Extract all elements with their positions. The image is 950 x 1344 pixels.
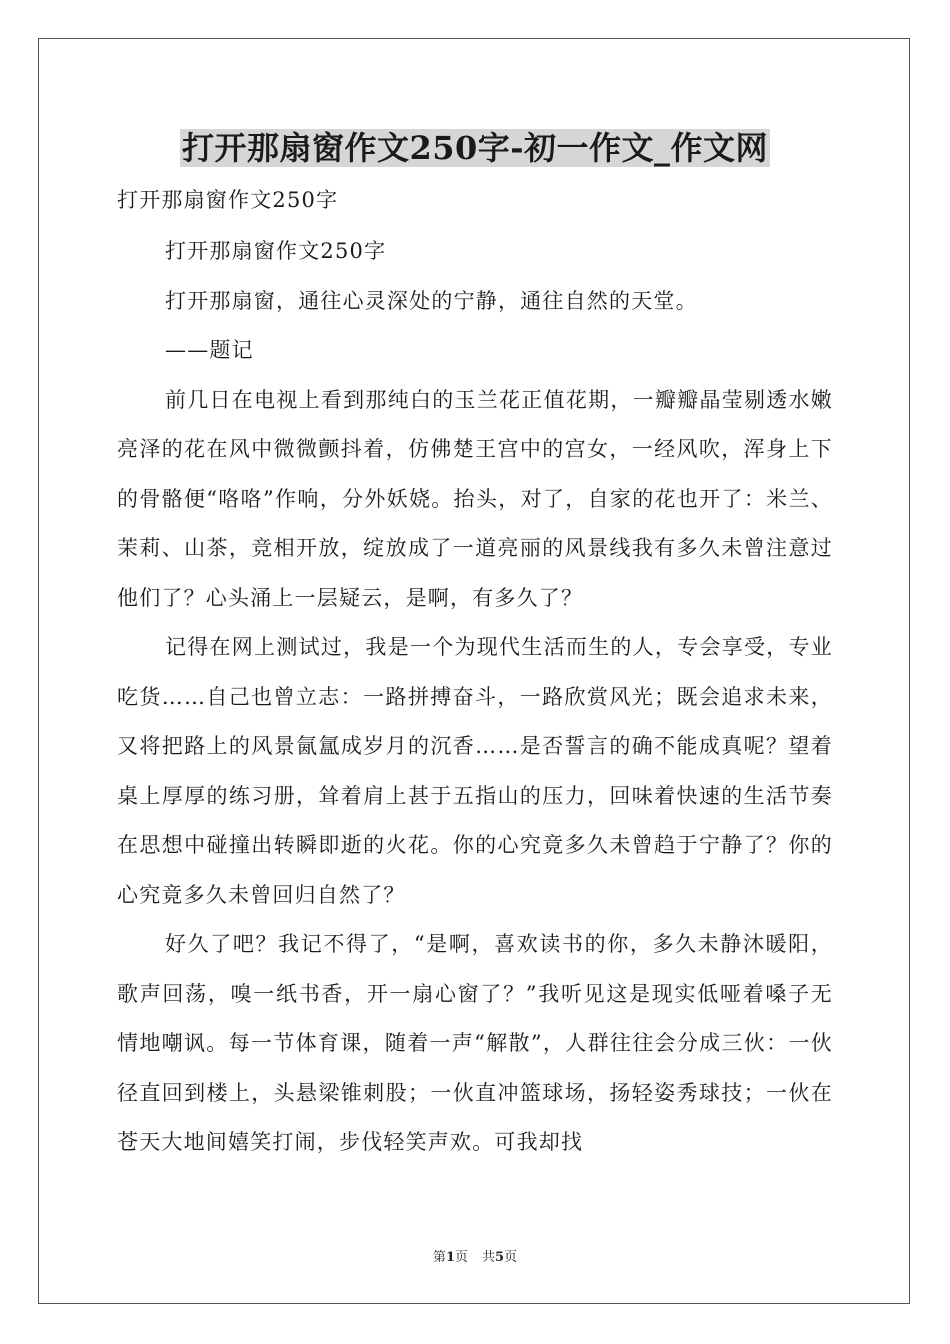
- total-prefix: 共: [482, 1250, 496, 1265]
- page-prefix: 第: [432, 1250, 446, 1265]
- page-footer: [0, 1246, 950, 1265]
- page-suffix: 页: [454, 1250, 468, 1265]
- paragraph-epigraph-attribution: ——题记: [165, 338, 254, 362]
- document-body: [117, 177, 833, 1168]
- document-title: 打开那扇窗作文250字-初一作文_作文网: [181, 129, 769, 167]
- page-total: 5: [495, 1250, 505, 1265]
- paragraph: 前几日在电视上看到那纯白的玉兰花正值花期，一瓣瓣晶莹剔透水嫩亮泽的花在风中微微颤抖着，仿佛楚王宫中的宫女，一经风吹，浑身上下的骨骼便“咯咯”作响，分外妖娆。抬头，对了，自家的花也开了：米兰、茉莉、山茶，竞相开放，绽放成了一道亮丽的风景线我有多久未曾注意过他们了？心头涌上一层疑云，是啊，有多久了？: [117, 387, 833, 610]
- paragraph: 好久了吧？我记不得了，“是啊，喜欢读书的你，多久未静沐暖阳，歌声回荡，嗅一纸书香，开一扇心窗了？”我听见这是现实低哑着嗓子无情地嘲讽。每一节体育课，随着一声“解散”，人群往往会分成三伙：一伙径直回到楼上，头悬梁锥刺股；一伙直冲篮球场，扬轻姿秀球技；一伙在苍天大地间嬉笑打闹，步伐轻笑声欢。可我却找: [117, 932, 833, 1154]
- paragraph: 记得在网上测试过，我是一个为现代生活而生的人，专会享受，专业吃货……自己也曾立志：一路拼搏奋斗，一路欣赏风光；既会追求未来，又将把路上的风景氤氲成岁月的沉香……是否誓言的确不能成真呢？望着桌上厚厚的练习册，耸着肩上甚于五指山的压力，回味着快速的生活节奏在思想中碰撞出转瞬即逝的火花。你的心究竟多久未曾趋于宁静了？你的心究竟多久未曾回归自然了？: [117, 635, 833, 907]
- document-subtitle: 打开那扇窗作文250字: [117, 188, 339, 212]
- total-suffix: 页: [504, 1250, 518, 1265]
- paragraph: 打开那扇窗作文250字: [165, 239, 387, 263]
- paragraph: 打开那扇窗，通往心灵深处的宁静，通往自然的天堂。: [165, 288, 698, 313]
- page-current: 1: [445, 1250, 455, 1265]
